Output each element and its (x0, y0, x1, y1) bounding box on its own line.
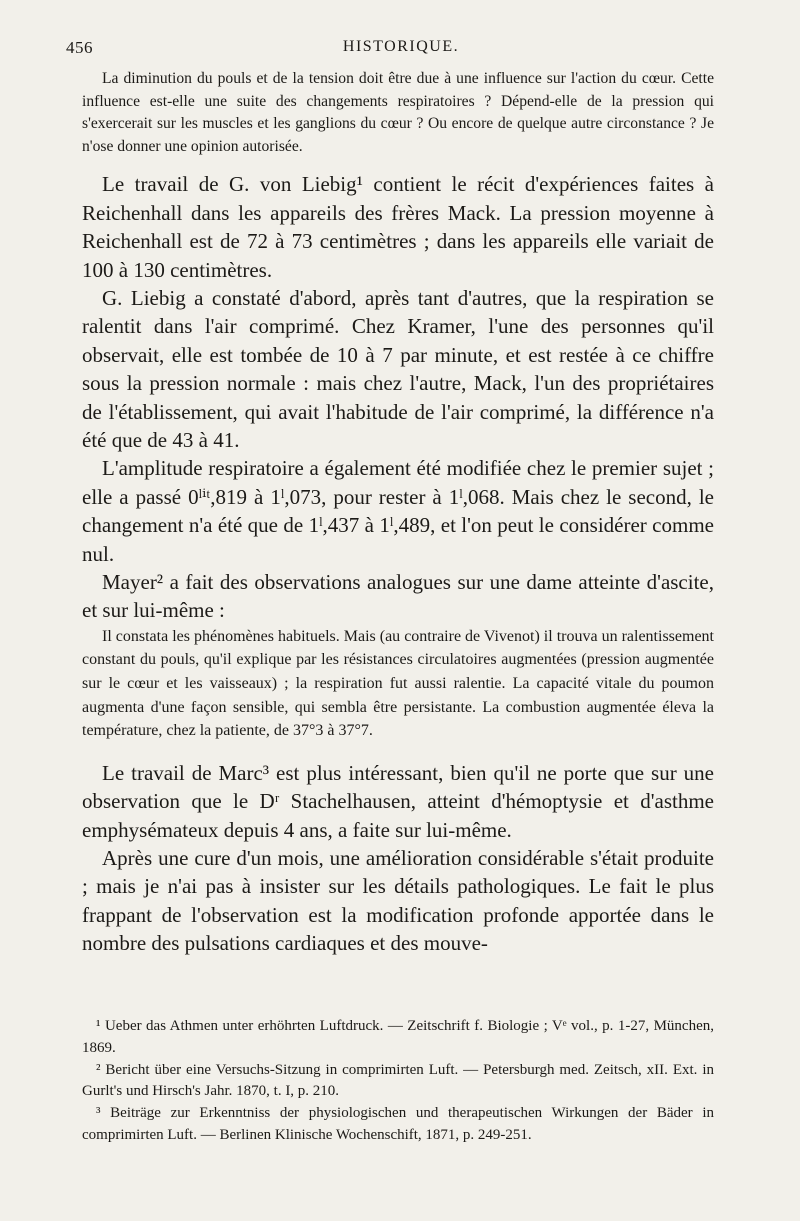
footnote-1: ¹ Ueber das Athmen unter erhöhrten Luftdruck. — Zeitschrift f. Biologie ; Vᵉ vol., p. 1-27, München, 1869. (82, 1018, 714, 1056)
footnote-2: ² Bericht über eine Versuchs-Sitzung in comprimirten Luft. — Petersburgh med. Zeitsch, xII. Ext. in Gurlt's und Hirsch's Jahr. 1870, t. I, p. 210. (82, 1061, 714, 1100)
body-text (82, 68, 714, 958)
paragraph-3: G. Liebig a constaté d'abord, après tant d'autres, que la respiration se ralentit dans l'air comprimé. Chez Kramer, l'une des personnes qu'il observait, elle est tombée de 10 à 7 par minute, et est restée à ce chiffre sous la pression normale : mais chez l'autre, Mack, l'un des propriétaires de l'établissement, qui avait l'habitude de l'air comprimé, la différence n'a été que de 43 à 41. (82, 286, 714, 453)
page-header (66, 38, 736, 62)
paragraph-7: Après une cure d'un mois, une amélioration considérable s'était produite ; mais je n'ai pas à insister sur les détails pathologiques. Le fait le plus frappant de l'observation est la modification profonde apportée dans le nombre des pulsations cardiaques et des mouve- (82, 846, 714, 956)
paragraph-5: Mayer² a fait des observations analogues sur une dame atteinte d'ascite, et sur lui-même : (82, 570, 714, 623)
page-number: 456 (66, 38, 93, 57)
block-quote: Il constata les phénomènes habituels. Mais (au contraire de Vivenot) il trouva un ralentissement constant du pouls, qu'il explique par les résistances circulatoires augmentées (pression augmentée sur le cœur et les vaisseaux) ; la respiration fut aussi ralentie. La capacité vitale du poumon augmenta d'une façon sensible, qui sembla être persistante. La combustion augmentée éleva la température, chez la patiente, de 37°3 à 37°7. (82, 627, 714, 740)
paragraph-6: Le travail de Marc³ est plus intéressant, bien qu'il ne porte que sur une observation que le Dʳ Stachelhausen, atteint d'hémoptysie et d'asthme emphysémateux depuis 4 ans, a faite sur lui-même. (82, 760, 714, 842)
paragraph-1: La diminution du pouls et de la tension doit être due à une influence sur l'action du cœur. Cette influence est-elle une suite des changements respiratoires ? Dépend-elle de la pression qui s'exercerait sur les muscles et les ganglions du cœur ? Ou encore de quelque autre circonstance ? Je n'ose donner une opinion autorisée. (82, 70, 714, 155)
paragraph-4: L'amplitude respiratoire a également été modifiée chez le premier sujet ; elle a passé 0ˡⁱᵗ,819 à 1ˡ,073, pour rester à 1ˡ,068. Mais chez le second, le changement n'a été que de 1ˡ,437 à 1ˡ,489, et l'on peut le considérer comme nul. (82, 456, 714, 566)
paragraph-2: Le travail de G. von Liebig¹ contient le récit d'expériences faites à Reichenhall dans les appareils des frères Mack. La pression moyenne à Reichenhall est de 72 à 73 centimètres ; dans les appareils elle variait de 100 à 130 centimètres. (82, 172, 714, 282)
footnote-3: ³ Beiträge zur Erkenntniss der physiologischen und therapeutischen Wirkungen der Bäder in comprimirten Luft. — Berlinen Klinische Wochenschift, 1871, p. 249-251. (82, 1105, 714, 1143)
running-title: HISTORIQUE. (342, 38, 460, 55)
footnotes (82, 1016, 714, 1147)
